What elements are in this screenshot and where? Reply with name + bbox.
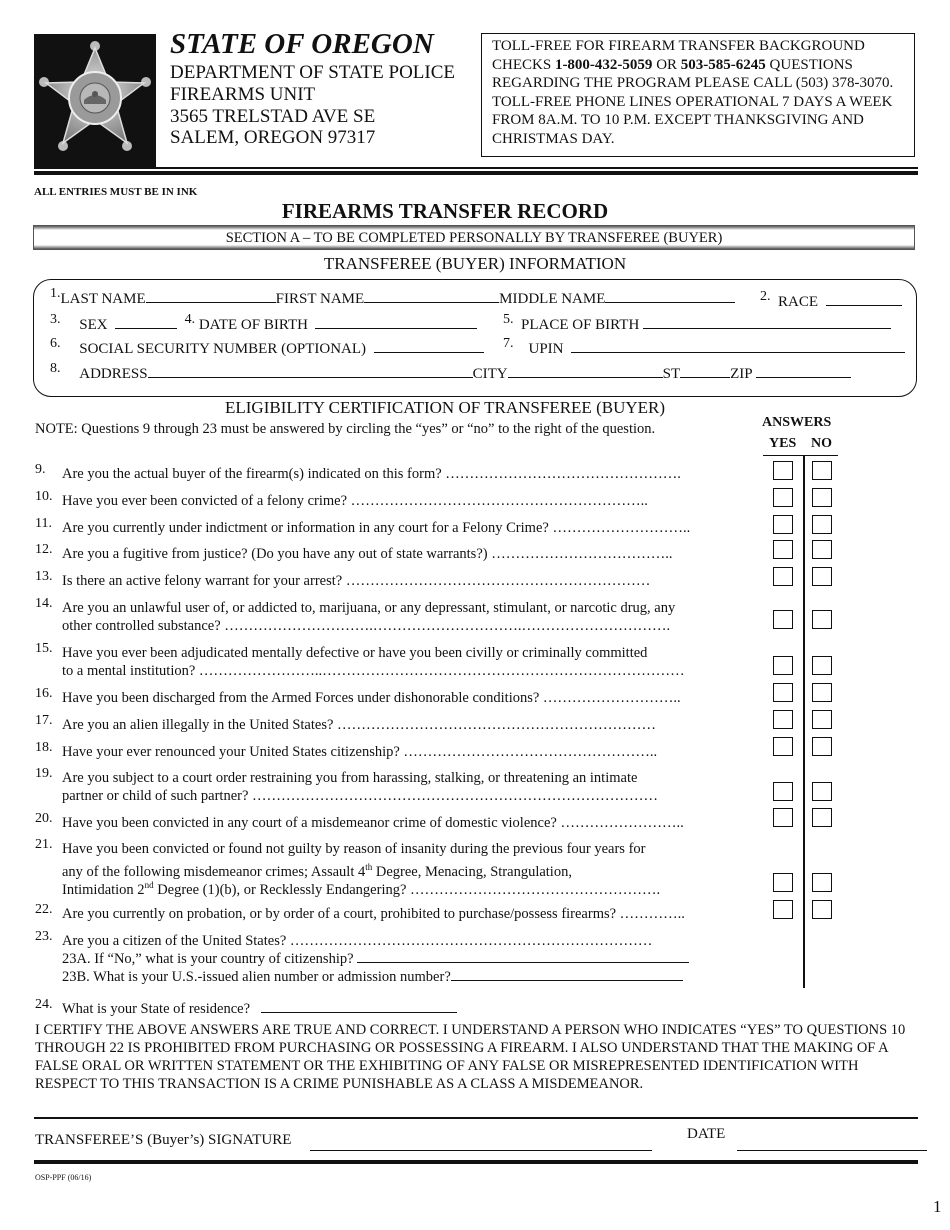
question-14-no-box[interactable]: [812, 610, 832, 629]
question-15-text-line-2: to a mental institution? ……………………..…………………………………………………………………: [62, 663, 685, 679]
question-11-number: 11.: [35, 516, 52, 531]
question-12-no-box[interactable]: [812, 540, 832, 559]
answers-underline: [763, 455, 838, 456]
question-9-number: 9.: [35, 462, 46, 477]
race-field[interactable]: [826, 293, 902, 306]
info-or: OR: [652, 56, 681, 73]
certification-statement: I CERTIFY THE ABOVE ANSWERS ARE TRUE AND CORRECT. I UNDERSTAND A PERSON WHO INDICATES “YES” TO QUESTIONS 10 THROUGH 22 IS PROHIBITED FROM PURCHASING OR POSSESSING A FIREARM. I ALSO UNDERSTAND THAT THE MAKING OF A FALSE ORAL OR WRITTEN STATEMENT OR THE EXHIBITING OF ANY FALSE OR MISREPRESENTED IDENTIFICATION WITH RESPECT TO THIS TRANSACTION IS A CRIME PUNISHABLE AS A CLASS A MISDEMEANOR.: [35, 1022, 906, 1092]
ink-note: ALL ENTRIES MUST BE IN INK: [34, 186, 198, 198]
info-text-1: TOLL-FREE FOR FIREARM TRANSFER BACKGROUND CHECKS: [492, 38, 865, 73]
question-18-number: 18.: [35, 740, 53, 755]
question-10-no-box[interactable]: [812, 488, 832, 507]
race-label: RACE: [778, 294, 819, 310]
form-code: OSP-PPF (06/16): [35, 1173, 92, 1182]
first-name-field[interactable]: [364, 290, 499, 303]
question-19-number: 19.: [35, 766, 53, 781]
question-9-yes-box[interactable]: [773, 461, 793, 480]
footer-divider: [34, 1160, 918, 1164]
field-number: 8.: [50, 361, 61, 376]
question-22-number: 22.: [35, 902, 53, 917]
citizenship-country-field[interactable]: [357, 950, 689, 963]
sex-field[interactable]: [115, 316, 177, 329]
ssn-label: SOCIAL SECURITY NUMBER (OPTIONAL): [79, 341, 367, 357]
zip-field[interactable]: [756, 365, 851, 378]
question-20-number: 20.: [35, 811, 53, 826]
field-number: 3.: [50, 312, 61, 327]
question-12-text: Are you a fugitive from justice? (Do you have any out of state warrants?) ………………………………..: [62, 546, 673, 562]
phone-number-1: 1-800-432-5059: [554, 56, 653, 73]
question-17-text: Are you an alien illegally in the United States? …………………………………………………………: [62, 717, 657, 733]
header-divider-thick: [34, 171, 918, 175]
yes-column-header: YES: [769, 436, 797, 451]
star-badge-icon: [34, 34, 156, 168]
question-20-no-box[interactable]: [812, 808, 832, 827]
question-24-text: What is your State of residence?: [62, 1000, 457, 1018]
questions-note: NOTE: Questions 9 through 23 must be answered by circling the “yes” or “no” to the right of the question.: [35, 421, 656, 437]
oregon-state-police-logo: [34, 34, 156, 168]
question-10-yes-box[interactable]: [773, 488, 793, 507]
department-name: DEPARTMENT OF STATE POLICE: [170, 62, 456, 83]
date-field[interactable]: [737, 1150, 927, 1151]
pob-row: [503, 311, 891, 334]
question-11-no-box[interactable]: [812, 515, 832, 534]
question-16-number: 16.: [35, 686, 53, 701]
sex-row: [50, 311, 477, 334]
question-21-no-box[interactable]: [812, 873, 832, 892]
question-10-text: Have you ever been convicted of a felony crime? ……………………………………………………..: [62, 493, 648, 509]
field-number: 1.: [50, 286, 61, 301]
question-18-no-box[interactable]: [812, 737, 832, 756]
question-14-yes-box[interactable]: [773, 610, 793, 629]
question-17-yes-box[interactable]: [773, 710, 793, 729]
form-title: FIREARMS TRANSFER RECORD: [281, 199, 609, 223]
first-name-label: FIRST NAME: [275, 291, 365, 307]
toll-free-info-box: [481, 33, 915, 157]
answers-divider: [803, 455, 805, 988]
ssn-field[interactable]: [374, 340, 484, 353]
address-label: ADDRESS: [79, 366, 148, 382]
city-address: SALEM, OREGON 97317: [170, 127, 376, 148]
pob-field[interactable]: [643, 316, 891, 329]
question-13-text: Is there an active felony warrant for your arrest? ………………………………………………………: [62, 573, 651, 589]
question-20-yes-box[interactable]: [773, 808, 793, 827]
last-name-label: LAST NAME: [60, 291, 146, 307]
question-23a-text: 23A. If “No,” what is your country of citizenship?: [62, 950, 689, 968]
question-15-text-line-1: Have you ever been adjudicated mentally defective or have you been civilly or criminally committed: [62, 645, 648, 661]
zip-label: ZIP: [730, 366, 753, 382]
question-23b-text: 23B. What is your U.S.-issued alien number or admission number?: [62, 968, 683, 986]
unit-name: FIREARMS UNIT: [170, 84, 316, 105]
field-number: 4.: [184, 312, 196, 327]
section-a-banner: SECTION A – TO BE COMPLETED PERSONALLY BY TRANSFEREE (BUYER): [33, 225, 915, 250]
street-address: 3565 TRELSTAD AVE SE: [170, 106, 376, 127]
address-row: [50, 360, 851, 383]
question-18-text: Have your ever renounced your United States citizenship? ……………………………………………..: [62, 744, 658, 760]
no-column-header: NO: [811, 436, 832, 451]
question-9-text: Are you the actual buyer of the firearm(s) indicated on this form? ………………………………………….: [62, 466, 681, 482]
alien-number-field[interactable]: [451, 968, 683, 981]
state-title: STATE OF OREGON: [170, 28, 434, 60]
state-field[interactable]: [680, 365, 730, 378]
question-9-no-box[interactable]: [812, 461, 832, 480]
question-21-text-line-2: any of the following misdemeanor crimes; Assault 4th Degree, Menacing, Strangulation,: [62, 862, 572, 880]
upin-row: [503, 335, 905, 358]
question-19-text-line-1: Are you subject to a court order restraining you from harassing, stalking, or threatening an intimate: [62, 770, 638, 786]
field-number: 7.: [503, 336, 514, 351]
city-field[interactable]: [508, 365, 663, 378]
question-12-number: 12.: [35, 542, 53, 557]
question-23-number: 23.: [35, 929, 53, 944]
question-22-no-box[interactable]: [812, 900, 832, 919]
transferee-info-title: TRANSFEREE (BUYER) INFORMATION: [323, 254, 627, 273]
question-11-yes-box[interactable]: [773, 515, 793, 534]
question-24-number: 24.: [35, 997, 53, 1012]
question-17-no-box[interactable]: [812, 710, 832, 729]
question-19-text-line-2: partner or child of such partner? …………………………………………………………………………: [62, 788, 659, 804]
last-name-field[interactable]: [146, 290, 276, 303]
question-15-yes-box[interactable]: [773, 656, 793, 675]
city-label: CITY: [472, 366, 508, 382]
answers-header: ANSWERS: [762, 415, 832, 430]
question-14-text-line-1: Are you an unlawful user of, or addicted to, marijuana, or any depressant, stimulant, or narcotic drug, any: [62, 600, 676, 616]
field-number: 6.: [50, 336, 61, 351]
state-of-residence-field[interactable]: [261, 1000, 457, 1013]
question-14-text-line-2: other controlled substance? ………………………….………………………….………………………….: [62, 618, 671, 634]
question-17-number: 17.: [35, 713, 53, 728]
question-15-number: 15.: [35, 641, 53, 656]
question-16-text: Have you been discharged from the Armed Forces under dishonorable conditions? ………………………..: [62, 690, 681, 706]
question-10-number: 10.: [35, 489, 53, 504]
field-number: 2.: [760, 289, 771, 304]
dob-field[interactable]: [315, 316, 477, 329]
sex-label: SEX: [79, 317, 108, 333]
question-21-yes-box[interactable]: [773, 873, 793, 892]
question-22-yes-box[interactable]: [773, 900, 793, 919]
info-text-2: QUESTIONS REGARDING THE PROGRAM PLEASE CALL (503) 378-3070. TOLL-FREE PHONE LINES OPERATIONAL 7 DAYS A WEEK FROM 8A.M. TO 10 P.M. EXCEPT THANKSGIVING AND CHRISTMAS DAY.: [492, 56, 894, 147]
address-field[interactable]: [148, 365, 473, 378]
question-14-number: 14.: [35, 596, 53, 611]
question-12-yes-box[interactable]: [773, 540, 793, 559]
question-18-yes-box[interactable]: [773, 737, 793, 756]
upin-label: UPIN: [528, 341, 564, 357]
eligibility-title: ELIGIBILITY CERTIFICATION OF TRANSFEREE (BUYER): [224, 398, 666, 417]
question-20-text: Have you been convicted in any court of a misdemeanor crime of domestic violence? ……………………..: [62, 815, 684, 831]
question-21-number: 21.: [35, 837, 53, 852]
question-11-text: Are you currently under indictment or information in any court for a Felony Crime? ………………………..: [62, 520, 691, 536]
question-22-text: Are you currently on probation, or by order of a court, prohibited to purchase/possess firearms? …………..: [62, 906, 685, 922]
question-21-text-line-3: Intimidation 2nd Degree (1)(b), or Recklessly Endangering? …………………………………………….: [62, 880, 661, 898]
middle-name-field[interactable]: [605, 290, 735, 303]
middle-name-label: MIDDLE NAME: [499, 291, 606, 307]
state-label: ST: [662, 366, 681, 382]
page-number: 1: [933, 1197, 942, 1216]
question-19-no-box[interactable]: [812, 782, 832, 801]
question-13-yes-box[interactable]: [773, 567, 793, 586]
question-23-text: Are you a citizen of the United States? …………………………………………………………………: [62, 933, 653, 949]
name-row: [50, 285, 735, 308]
race-row: [760, 288, 902, 311]
signature-label: TRANSFEREE’S (Buyer’s) SIGNATURE: [35, 1132, 292, 1148]
question-16-yes-box[interactable]: [773, 683, 793, 702]
signature-field[interactable]: [310, 1150, 652, 1151]
question-19-yes-box[interactable]: [773, 782, 793, 801]
phone-number-2: 503-585-6245: [680, 56, 766, 73]
question-21-text-line-1: Have you been convicted or found not guilty by reason of insanity during the previous four years for: [62, 841, 646, 857]
field-number: 5.: [503, 312, 514, 327]
date-label: DATE: [687, 1126, 726, 1142]
question-13-number: 13.: [35, 569, 53, 584]
dob-label: DATE OF BIRTH: [198, 317, 308, 333]
upin-field[interactable]: [571, 340, 905, 353]
question-13-no-box[interactable]: [812, 567, 832, 586]
signature-top-divider: [34, 1117, 918, 1119]
question-16-no-box[interactable]: [812, 683, 832, 702]
ssn-row: [50, 335, 484, 358]
question-15-no-box[interactable]: [812, 656, 832, 675]
pob-label: PLACE OF BIRTH: [521, 317, 640, 333]
header-divider-thin: [34, 167, 918, 169]
